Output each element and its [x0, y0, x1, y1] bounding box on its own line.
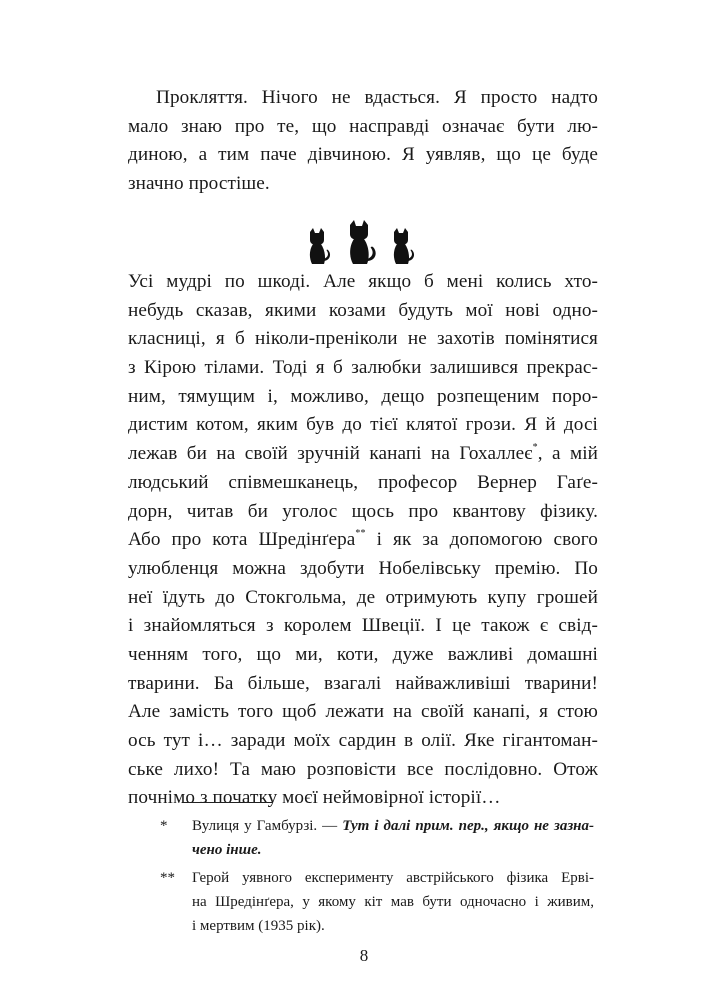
text-line: лежав би на своїй зручній канапі на Гохаллеє*, а мій	[128, 441, 598, 465]
text-line: почнімо з початку моєї неймовірної історії…	[128, 787, 501, 809]
page-number: 8	[359, 946, 369, 965]
text-line: ченням того, що ми, коти, дуже важливі домашні	[128, 643, 598, 665]
footnote-mark: **	[160, 870, 175, 886]
text-line: неї їдуть до Стокгольма, де отримують купу грошей	[128, 586, 598, 608]
text-line: Або про кота Шредінґера** і як за допомогою свого	[128, 527, 598, 551]
text-line: класниці, я б ніколи-преніколи не захотів помінятися	[128, 328, 598, 350]
footnote-line: чено інше.	[192, 842, 262, 858]
text-line: ним, тямущим і, можливо, дещо розпещеним поро-	[128, 385, 598, 407]
footnote-line: і мертвим (1935 рік).	[192, 918, 325, 934]
text-line: з Кірою тілами. Тоді я б залюбки залишився прекрас-	[128, 357, 598, 379]
text-line: дистим котом, яким був до тієї клятої грози. Я й досі	[128, 414, 598, 436]
intro-paragraph	[128, 84, 598, 199]
footnote-ref: **	[355, 527, 366, 539]
text-line: Прокляття. Нічого не вдасться. Я просто надто	[156, 87, 598, 108]
text-line: Усі мудрі по шкоді. Але якщо б мені колись хто-	[128, 271, 598, 292]
footnote-line: на Шредінґера, у якому кіт мав бути одночасно і живим,	[192, 894, 594, 910]
text-line: дорн, читав би уголос щось про квантову фізику.	[128, 500, 598, 522]
text-line: ось тут і… заради моїх сардин в олії. Яке гігантоман-	[128, 730, 598, 751]
text-line: і знайомляться з королем Швеції. І це також є свід-	[128, 615, 598, 637]
text-line: улюбленця можна здобути Нобелівську премію. По	[128, 557, 598, 579]
text-line: людський співмешканець, професор Вернер Гаґе-	[128, 471, 598, 493]
footnote-mark: *	[160, 818, 168, 834]
text-line: мало знаю про те, що насправді означає бути лю-	[128, 115, 598, 137]
footnote-line: Вулиця у Гамбурзі. — Тут і далі прим. пер., якщо не зазна-	[192, 818, 594, 834]
three-black-cats-icon	[298, 218, 428, 270]
text-line: небудь сказав, якими козами будуть мої нові одно-	[128, 299, 598, 321]
footnote-divider	[182, 802, 272, 803]
footnote-ref: *	[532, 441, 538, 453]
text-line: тварини. Ба більше, взагалі найважливіші тварини!	[128, 672, 598, 694]
text-line: диною, а тим паче дівчиною. Я уявляв, що це буде	[128, 144, 598, 166]
text-line: Але замість того щоб лежати на своїй канапі, я стою	[128, 701, 598, 723]
main-paragraph	[128, 268, 598, 813]
text-line: ське лихо! Та маю розповісти все послідовно. Отож	[128, 758, 598, 780]
footnote-line: Герой уявного експерименту австрійського фізика Ерві-	[192, 870, 594, 886]
text-line: значно простіше.	[128, 173, 270, 195]
